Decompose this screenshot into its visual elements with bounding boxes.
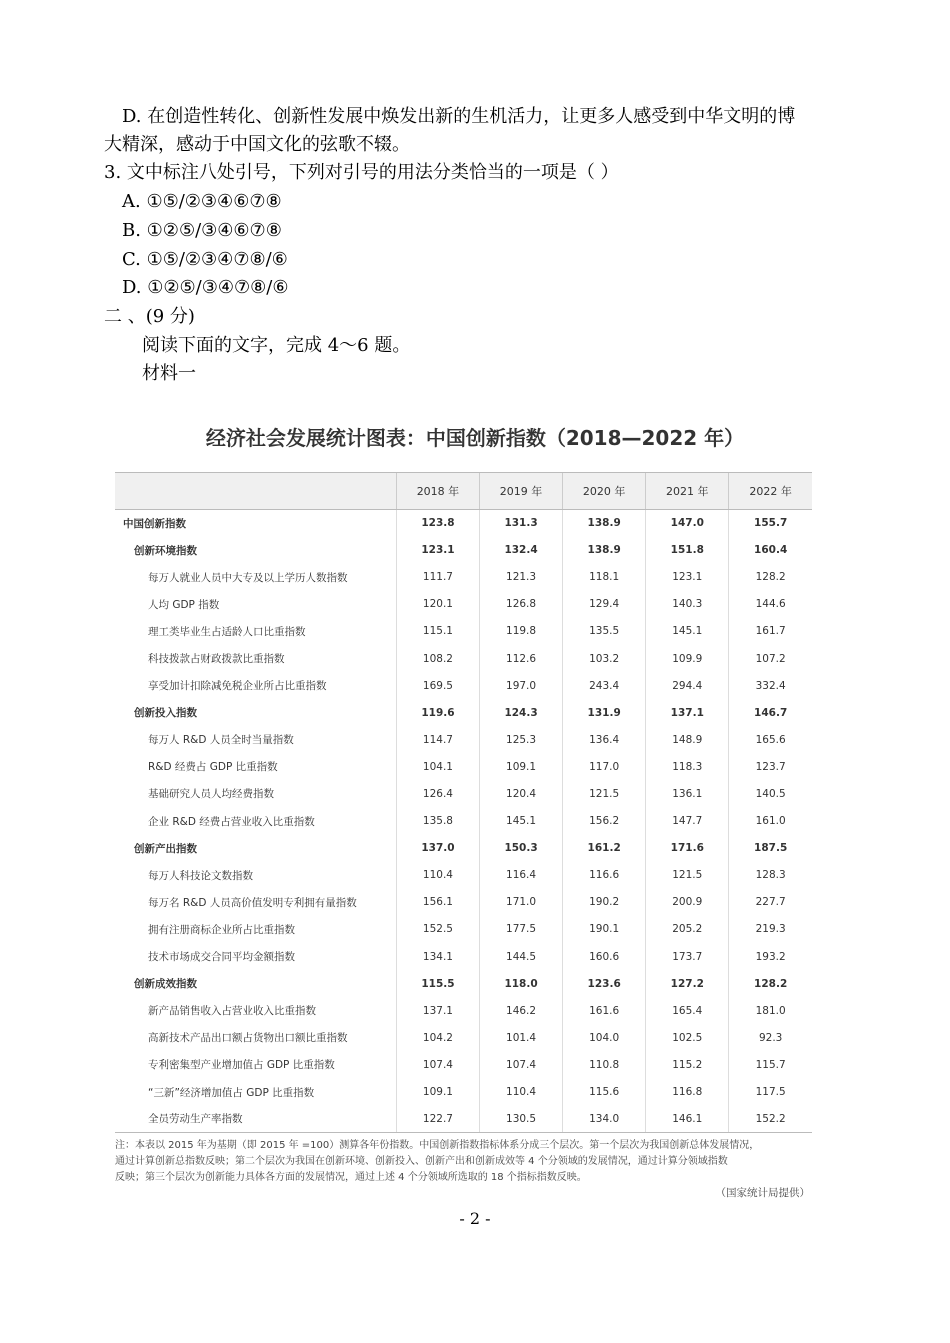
indicator-value: 144.5: [480, 943, 563, 970]
indicator-name: 科技拨款占财政拨款比重指数: [148, 653, 285, 666]
q3-option-b: B. ①②⑤/③④⑥⑦⑧: [122, 220, 282, 241]
indicator-value: 190.1: [563, 916, 646, 943]
indicator-value: 171.0: [480, 889, 563, 916]
option-d-line-1: D. 在创造性转化、创新性发展中焕发出新的生机活力，让更多人感受到中华文明的博: [122, 106, 796, 127]
indicator-value: 119.8: [480, 618, 563, 645]
indicator-name: 专利密集型产业增加值占 GDP 比重指数: [148, 1059, 335, 1072]
indicator-value: 115.7: [729, 1051, 812, 1078]
indicator-name: 理工类毕业生占适龄人口比重指数: [148, 625, 306, 638]
table-row: [115, 753, 812, 780]
indicator-value: 160.6: [563, 943, 646, 970]
indicator-name: 企业 R&D 经费占营业收入比重指数: [148, 815, 315, 828]
indicator-value: 122.7: [396, 1106, 479, 1133]
indicator-name: 新产品销售收入占营业收入比重指数: [148, 1005, 316, 1018]
indicator-value: 134.0: [563, 1106, 646, 1133]
reading-instruction: 阅读下面的文字，完成 4～6 题。: [142, 335, 411, 356]
indicator-value: 150.3: [480, 835, 563, 862]
indicator-value: 104.2: [396, 1024, 479, 1051]
table-row: [115, 862, 812, 889]
indicator-value: 294.4: [646, 672, 729, 699]
indicator-name: R&D 经费占 GDP 比重指数: [148, 761, 278, 774]
table-row: [115, 835, 812, 862]
table-row: [115, 645, 812, 672]
indicator-value: 114.7: [396, 726, 479, 753]
indicator-value: 126.4: [396, 780, 479, 807]
indicator-value: 137.1: [646, 699, 729, 726]
indicator-value: 137.0: [396, 835, 479, 862]
indicator-value: 118.0: [480, 970, 563, 997]
indicator-value: 123.6: [563, 970, 646, 997]
indicator-value: 110.8: [563, 1051, 646, 1078]
indicator-value: 102.5: [646, 1024, 729, 1051]
table-row: [115, 943, 812, 970]
table-row: [115, 970, 812, 997]
indicator-name: 创新投入指数: [134, 707, 197, 720]
table-note: [115, 1138, 815, 1186]
indicator-value: 227.7: [729, 889, 812, 916]
table-row: [115, 726, 812, 753]
note-line: 反映；第三个层次为创新能力具体各方面的发展情况，通过上述 4 个分领域所选取的 18 个指标指数反映。: [115, 1172, 587, 1183]
indicator-value: 156.2: [563, 808, 646, 835]
indicator-value: 332.4: [729, 672, 812, 699]
indicator-value: 243.4: [563, 672, 646, 699]
question-3: 3. 文中标注八处引号，下列对引号的用法分类恰当的一项是（ ）: [104, 162, 619, 183]
indicator-value: 135.8: [396, 808, 479, 835]
indicator-name: 人均 GDP 指数: [148, 598, 220, 611]
indicator-value: 120.1: [396, 591, 479, 618]
indicator-value: 177.5: [480, 916, 563, 943]
indicator-value: 155.7: [729, 510, 812, 537]
indicator-name: 每万人 R&D 人员全时当量指数: [148, 734, 294, 747]
material-label: 材料一: [142, 363, 196, 384]
indicator-value: 108.2: [396, 645, 479, 672]
indicator-value: 116.8: [646, 1078, 729, 1105]
indicator-value: 165.4: [646, 997, 729, 1024]
indicator-name: 每万名 R&D 人员高价值发明专利拥有量指数: [148, 896, 357, 909]
indicator-value: 161.2: [563, 835, 646, 862]
indicator-value: 131.9: [563, 699, 646, 726]
table-row: [115, 780, 812, 807]
indicator-value: 111.7: [396, 564, 479, 591]
indicator-name: 创新环境指数: [134, 544, 197, 557]
indicator-value: 104.1: [396, 753, 479, 780]
indicator-value: 135.5: [563, 618, 646, 645]
indicator-value: 121.5: [563, 780, 646, 807]
header-cell: 2022 年: [729, 473, 812, 510]
indicator-value: 193.2: [729, 943, 812, 970]
indicator-value: 156.1: [396, 889, 479, 916]
indicator-value: 128.2: [729, 564, 812, 591]
indicator-name: “三新”经济增加值占 GDP 比重指数: [148, 1086, 315, 1099]
table-header-row: [115, 473, 812, 510]
table-row: [115, 1078, 812, 1105]
indicator-value: 171.6: [646, 835, 729, 862]
table-row: [115, 1106, 812, 1133]
indicator-value: 123.8: [396, 510, 479, 537]
indicator-name: 基础研究人员人均经费指数: [148, 788, 274, 801]
indicator-value: 118.3: [646, 753, 729, 780]
indicator-value: 110.4: [396, 862, 479, 889]
indicator-value: 140.3: [646, 591, 729, 618]
indicator-value: 146.2: [480, 997, 563, 1024]
table-body: [115, 510, 812, 1133]
indicator-value: 200.9: [646, 889, 729, 916]
table-row: [115, 618, 812, 645]
indicator-value: 116.6: [563, 862, 646, 889]
table-row: [115, 808, 812, 835]
q3-option-c: C. ①⑤/②③④⑦⑧/⑥: [122, 249, 288, 270]
indicator-value: 92.3: [729, 1024, 812, 1051]
indicator-value: 117.5: [729, 1078, 812, 1105]
indicator-name: 中国创新指数: [123, 517, 186, 530]
indicator-value: 123.1: [646, 564, 729, 591]
indicator-value: 115.1: [396, 618, 479, 645]
indicator-name: 每万人科技论文数指数: [148, 869, 253, 882]
indicator-value: 117.0: [563, 753, 646, 780]
indicator-value: 110.4: [480, 1078, 563, 1105]
indicator-value: 160.4: [729, 537, 812, 564]
table-row: [115, 510, 812, 537]
indicator-value: 173.7: [646, 943, 729, 970]
indicator-value: 147.7: [646, 808, 729, 835]
indicator-value: 147.0: [646, 510, 729, 537]
table-row: [115, 672, 812, 699]
indicator-value: 103.2: [563, 645, 646, 672]
indicator-value: 123.7: [729, 753, 812, 780]
indicator-value: 205.2: [646, 916, 729, 943]
table-row: [115, 699, 812, 726]
indicator-name: 拥有注册商标企业所占比重指数: [148, 923, 295, 936]
indicator-value: 109.9: [646, 645, 729, 672]
figure-title: 经济社会发展统计图表：中国创新指数（2018—2022 年）: [205, 426, 745, 450]
indicator-value: 107.4: [396, 1051, 479, 1078]
data-source: （国家统计局提供）: [715, 1187, 810, 1199]
indicator-value: 118.1: [563, 564, 646, 591]
indicator-value: 219.3: [729, 916, 812, 943]
indicator-value: 116.4: [480, 862, 563, 889]
indicator-value: 134.1: [396, 943, 479, 970]
indicator-value: 120.4: [480, 780, 563, 807]
indicator-value: 187.5: [729, 835, 812, 862]
q3-option-d: D. ①②⑤/③④⑦⑧/⑥: [122, 277, 289, 298]
indicator-value: 125.3: [480, 726, 563, 753]
indicator-value: 128.3: [729, 862, 812, 889]
note-line: 通过计算创新总指数反映；第二个层次为我国在创新环境、创新投入、创新产出和创新成效等 4 个分领域的发展情况，通过计算分领域指数: [115, 1156, 728, 1167]
indicator-value: 146.1: [646, 1106, 729, 1133]
indicator-value: 109.1: [396, 1078, 479, 1105]
indicator-value: 121.3: [480, 564, 563, 591]
indicator-value: 128.2: [729, 970, 812, 997]
indicator-value: 129.4: [563, 591, 646, 618]
indicator-name: 每万人就业人员中大专及以上学历人数指数: [148, 571, 348, 584]
indicator-value: 112.6: [480, 645, 563, 672]
indicator-value: 101.4: [480, 1024, 563, 1051]
indicator-name: 创新产出指数: [134, 842, 197, 855]
table-row: [115, 889, 812, 916]
indicator-name: 享受加计扣除减免税企业所占比重指数: [148, 680, 327, 693]
indicator-value: 145.1: [480, 808, 563, 835]
indicator-value: 181.0: [729, 997, 812, 1024]
indicator-value: 152.2: [729, 1106, 812, 1133]
indicator-value: 126.8: [480, 591, 563, 618]
table-row: [115, 537, 812, 564]
indicator-value: 104.0: [563, 1024, 646, 1051]
indicator-name: 技术市场成交合同平均金额指数: [148, 951, 295, 964]
indicator-value: 161.7: [729, 618, 812, 645]
indicator-value: 123.1: [396, 537, 479, 564]
indicator-value: 109.1: [480, 753, 563, 780]
indicator-value: 146.7: [729, 699, 812, 726]
indicator-value: 144.6: [729, 591, 812, 618]
indicator-value: 152.5: [396, 916, 479, 943]
q3-option-a: A. ①⑤/②③④⑥⑦⑧: [122, 191, 282, 212]
indicator-value: 136.1: [646, 780, 729, 807]
page-number: - 2 -: [459, 1209, 491, 1228]
table-row: [115, 1051, 812, 1078]
indicator-value: 131.3: [480, 510, 563, 537]
indicator-value: 127.2: [646, 970, 729, 997]
header-cell: 2021 年: [646, 473, 729, 510]
indicator-value: 124.3: [480, 699, 563, 726]
indicator-value: 107.4: [480, 1051, 563, 1078]
indicator-value: 161.6: [563, 997, 646, 1024]
header-cell: 2020 年: [563, 473, 646, 510]
header-cell: 2019 年: [480, 473, 563, 510]
indicator-value: 121.5: [646, 862, 729, 889]
indicator-name: 全员劳动生产率指数: [115, 1106, 396, 1133]
indicator-value: 165.6: [729, 726, 812, 753]
indicator-value: 137.1: [396, 997, 479, 1024]
indicator-value: 107.2: [729, 645, 812, 672]
indicator-value: 190.2: [563, 889, 646, 916]
indicator-value: 115.2: [646, 1051, 729, 1078]
indicator-name: 高新技术产品出口额占货物出口额比重指数: [148, 1032, 348, 1045]
indicator-value: 115.6: [563, 1078, 646, 1105]
indicator-value: 138.9: [563, 510, 646, 537]
indicator-value: 161.0: [729, 808, 812, 835]
table-row: [115, 1024, 812, 1051]
indicator-value: 130.5: [480, 1106, 563, 1133]
indicator-value: 119.6: [396, 699, 479, 726]
indicator-value: 140.5: [729, 780, 812, 807]
header-cell: [115, 473, 396, 510]
table-row: [115, 591, 812, 618]
header-cell: 2018 年: [396, 473, 479, 510]
table-row: [115, 564, 812, 591]
indicator-value: 136.4: [563, 726, 646, 753]
indicator-value: 197.0: [480, 672, 563, 699]
note-line: 注：本表以 2015 年为基期（即 2015 年 =100）测算各年份指数。中国创新指数指标体系分成三个层次。第一个层次为我国创新总体发展情况，: [115, 1140, 760, 1151]
innovation-index-table: [115, 472, 812, 1133]
indicator-value: 169.5: [396, 672, 479, 699]
indicator-value: 148.9: [646, 726, 729, 753]
indicator-value: 132.4: [480, 537, 563, 564]
indicator-value: 151.8: [646, 537, 729, 564]
table-row: [115, 916, 812, 943]
indicator-value: 115.5: [396, 970, 479, 997]
indicator-name: 创新成效指数: [134, 978, 197, 991]
indicator-value: 138.9: [563, 537, 646, 564]
option-d-line-2: 大精深，感动于中国文化的弦歌不辍。: [104, 134, 410, 155]
indicator-value: 145.1: [646, 618, 729, 645]
table-row: [115, 997, 812, 1024]
section-heading: 二 、(9 分): [104, 306, 195, 327]
